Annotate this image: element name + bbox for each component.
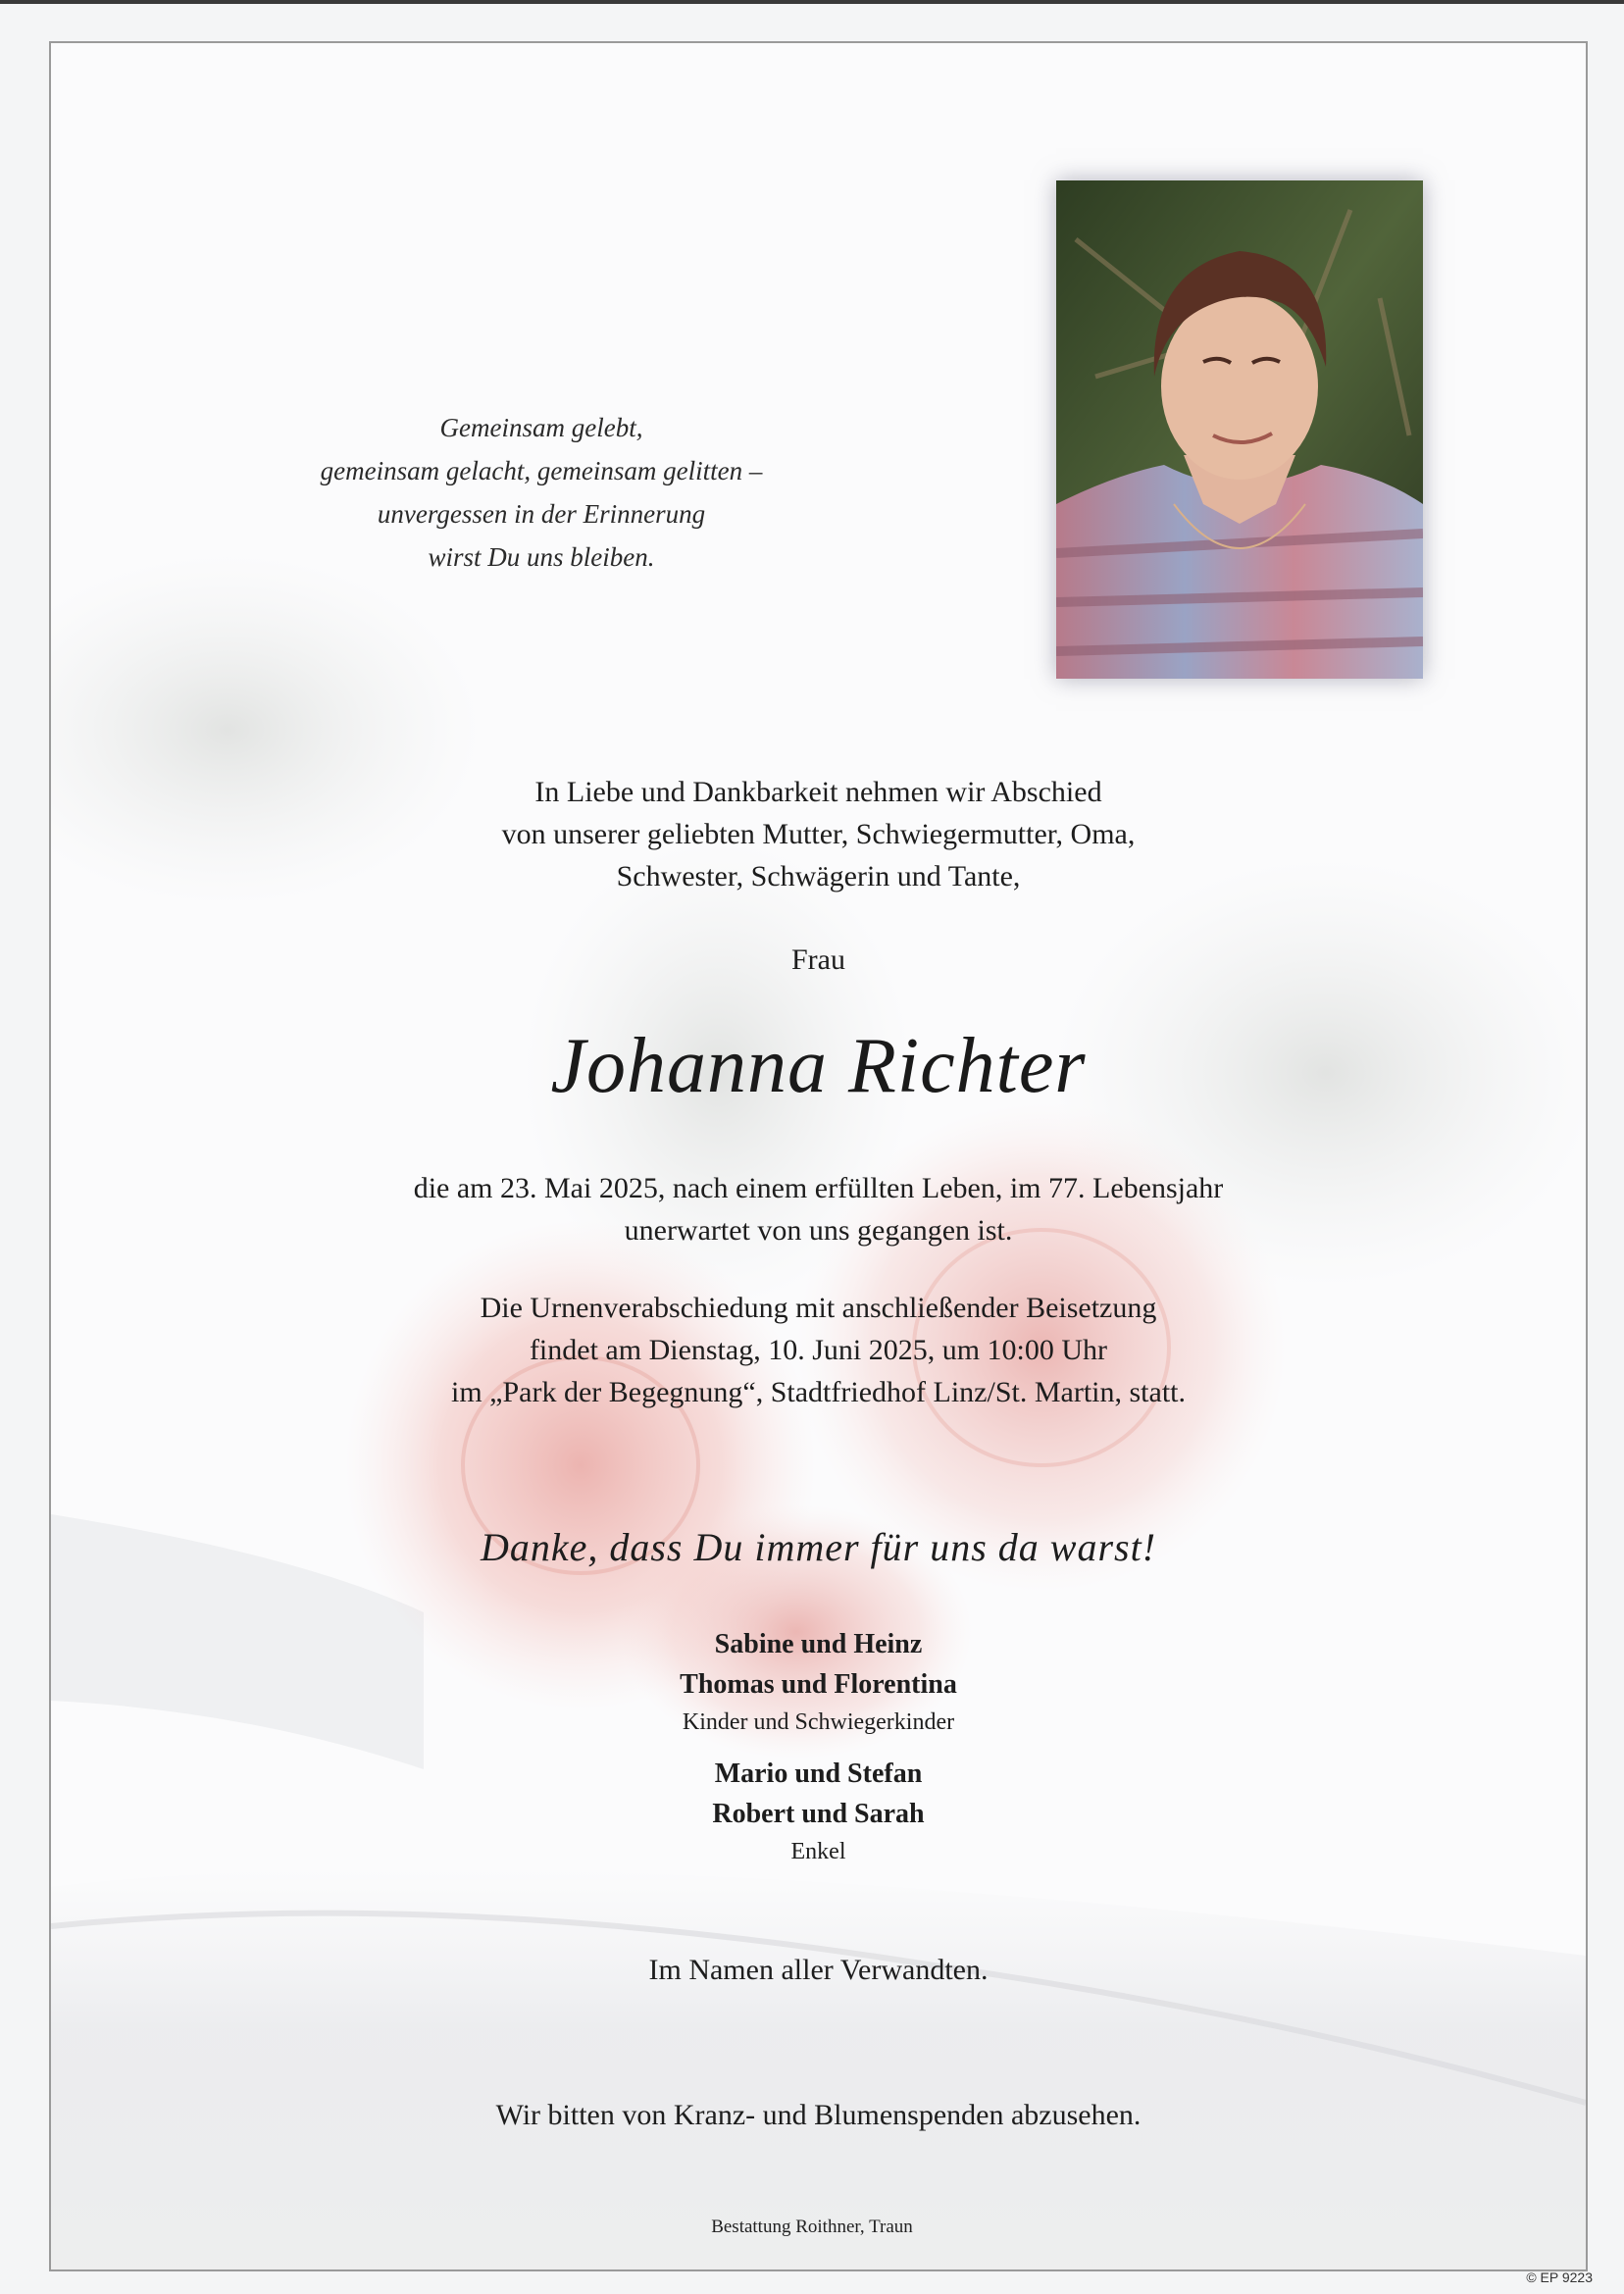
portrait-photo: [1056, 180, 1423, 679]
children-name-2: Thomas und Florentina: [680, 1669, 957, 1700]
poem-line-3: unvergessen in der Erinnerung: [377, 499, 706, 529]
donation-request: Wir bitten von Kranz- und Blumenspenden abzusehen.: [495, 2099, 1142, 2131]
ceremony-line-2: findet am Dienstag, 10. Juni 2025, um 10:00 Uhr: [529, 1334, 1108, 1366]
deceased-name: Johanna Richter: [550, 1023, 1087, 1109]
obituary-frame: [49, 41, 1588, 2271]
farewell-intro: [51, 771, 1586, 897]
grandchildren-role: Enkel: [790, 1839, 846, 1864]
death-line-2: unerwartet von uns gegangen ist.: [624, 1214, 1013, 1247]
grandchildren-name-1: Mario und Stefan: [714, 1759, 923, 1789]
salutation: Frau: [791, 943, 845, 976]
undertaker-credit: Bestattung Roithner, Traun: [711, 2217, 913, 2237]
poem-line-4: wirst Du uns bleiben.: [428, 542, 655, 572]
relatives-line: Im Namen aller Verwandten.: [648, 1954, 989, 1986]
copyright-mark: © EP 9223: [1526, 2269, 1593, 2285]
top-edge-rule: [0, 0, 1624, 4]
intro-line-1: In Liebe und Dankbarkeit nehmen wir Abschied: [534, 776, 1102, 808]
poem-line-2: gemeinsam gelacht, gemeinsam gelitten –: [320, 456, 763, 485]
ceremony-details: [51, 1287, 1586, 1413]
memorial-poem: [286, 406, 796, 579]
mourners-list: [51, 1624, 1586, 1883]
children-name-1: Sabine und Heinz: [714, 1629, 923, 1659]
ceremony-line-3: im „Park der Begegnung“, Stadtfriedhof Linz/St. Martin, statt.: [450, 1376, 1186, 1408]
poem-line-1: Gemeinsam gelebt,: [439, 413, 643, 442]
ceremony-line-1: Die Urnenverabschiedung mit anschließender Beisetzung: [480, 1292, 1157, 1324]
children-role: Kinder und Schwiegerkinder: [682, 1709, 955, 1735]
intro-line-2: von unserer geliebten Mutter, Schwiegermutter, Oma,: [501, 818, 1136, 850]
grandchildren-name-2: Robert und Sarah: [712, 1799, 925, 1829]
thanks-line: Danke, dass Du immer für uns da warst!: [480, 1525, 1157, 1569]
intro-line-3: Schwester, Schwägerin und Tante,: [616, 860, 1021, 892]
death-line-1: die am 23. Mai 2025, nach einem erfüllten Leben, im 77. Lebensjahr: [413, 1172, 1224, 1204]
death-notice: [51, 1167, 1586, 1251]
